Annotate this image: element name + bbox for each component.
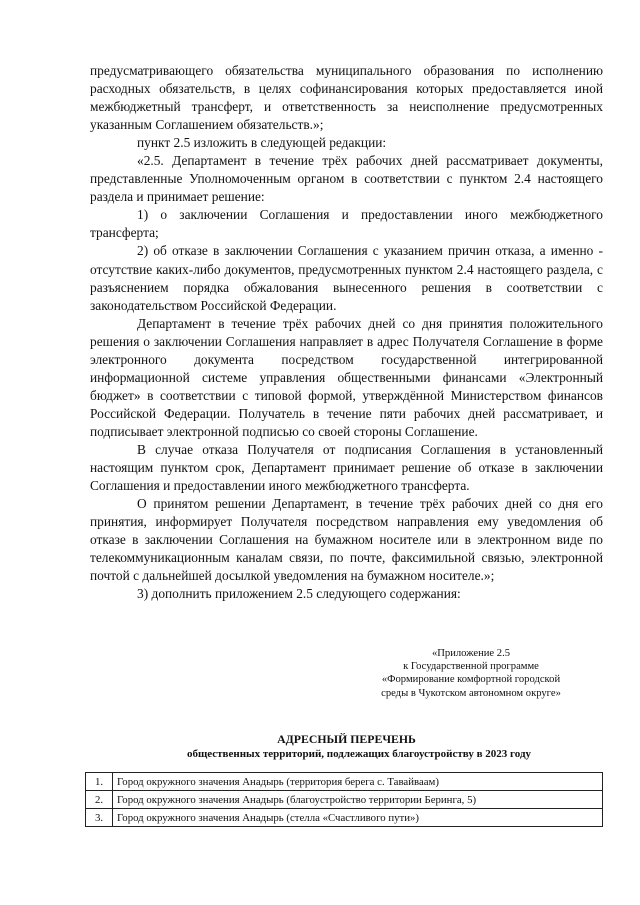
- table-row: [86, 773, 603, 791]
- paragraph: Департамент в течение трёх рабочих дней со дня принятия положительного решения о заключении Соглашения направляет в адрес Получателя Соглашение в форме электронного документа посредством государственной интегрированной информационной системе управления общественными финансами «Электронный бюджет» в соответствии с типовой формой, утверждённой Министерством финансов Российской Федерации. Получатель в течение пяти рабочих дней рассматривает, и подписывает электронной подписью со своей стороны Соглашение.: [90, 315, 603, 439]
- appendix-line: «Приложение 2.5: [431, 648, 511, 659]
- list-subtitle: общественных территорий, подлежащих благоустройству в 2023 году: [186, 748, 532, 760]
- appendix-line: к Государственной программе: [403, 661, 539, 673]
- row-territory: Город окружного значения Анадырь (стелла «Счастливого пути»): [113, 809, 603, 827]
- row-territory: Город окружного значения Анадырь (благоустройство территории Беринга, 5): [113, 791, 603, 809]
- list-title: АДРЕСНЫЙ ПЕРЕЧЕНЬ: [277, 732, 416, 746]
- paragraph: «2.5. Департамент в течение трёх рабочих дней рассматривает документы, представленные Уполномоченным органом в соответствии с пунктом 2.4 настоящего раздела и принимает решение:: [90, 153, 603, 205]
- appendix-line: «Формирование комфортной городской: [381, 674, 561, 686]
- address-table: [85, 772, 603, 827]
- paragraph: 2) об отказе в заключении Соглашения с указанием причин отказа, а именно - отсутствие каких-либо документов, предусмотренных пунктом 2.4 настоящего раздела, с разъяснением порядка обжалования вынесенного решения в соответствии с законодательством Российской Федерации.: [90, 243, 603, 313]
- paragraph: 3) дополнить приложением 2.5 следующего содержания:: [137, 586, 461, 602]
- list-heading: [90, 732, 603, 762]
- row-number: 2.: [86, 791, 113, 809]
- table-row: [86, 791, 603, 809]
- paragraph: В случае отказа Получателя от подписания Соглашения в установленный настоящим пунктом срок, Департамент принимает решение об отказе в заключении Соглашения и предоставлении иного межбюджетного трансферта.: [90, 441, 603, 494]
- row-territory: Город окружного значения Анадырь (территория берега с. Тавайваам): [113, 773, 603, 791]
- appendix-header: [343, 647, 599, 700]
- paragraph: предусматривающего обязательства муниципального образования по исполнению расходных обязательств, в целях софинансирования которых предоставляется иной межбюджетный трансферт, и ответственность за неисполнение предусмотренных указанным Соглашением обязательств.»;: [90, 63, 603, 133]
- paragraph: пункт 2.5 изложить в следующей редакции:: [137, 135, 387, 151]
- row-number: 1.: [86, 773, 113, 791]
- row-number: 3.: [86, 809, 113, 827]
- appendix-line: среды в Чукотском автономном округе»: [381, 687, 561, 699]
- paragraph: О принятом решении Департамент, в течение трёх рабочих дней со дня его принятия, информирует Получателя посредством направления ему уведомления об отказе в заключении Соглашения на бумажном носителе или в электронном виде по телекоммуникационным каналам связи, по почте, факсимильной связью, электронной почтой с дальнейшей досылкой уведомления на бумажном носителе.»;: [90, 496, 603, 584]
- document-body: [90, 62, 603, 603]
- table-row: [86, 809, 603, 827]
- paragraph: 1) о заключении Соглашения и предоставлении иного межбюджетного трансферта;: [90, 207, 603, 241]
